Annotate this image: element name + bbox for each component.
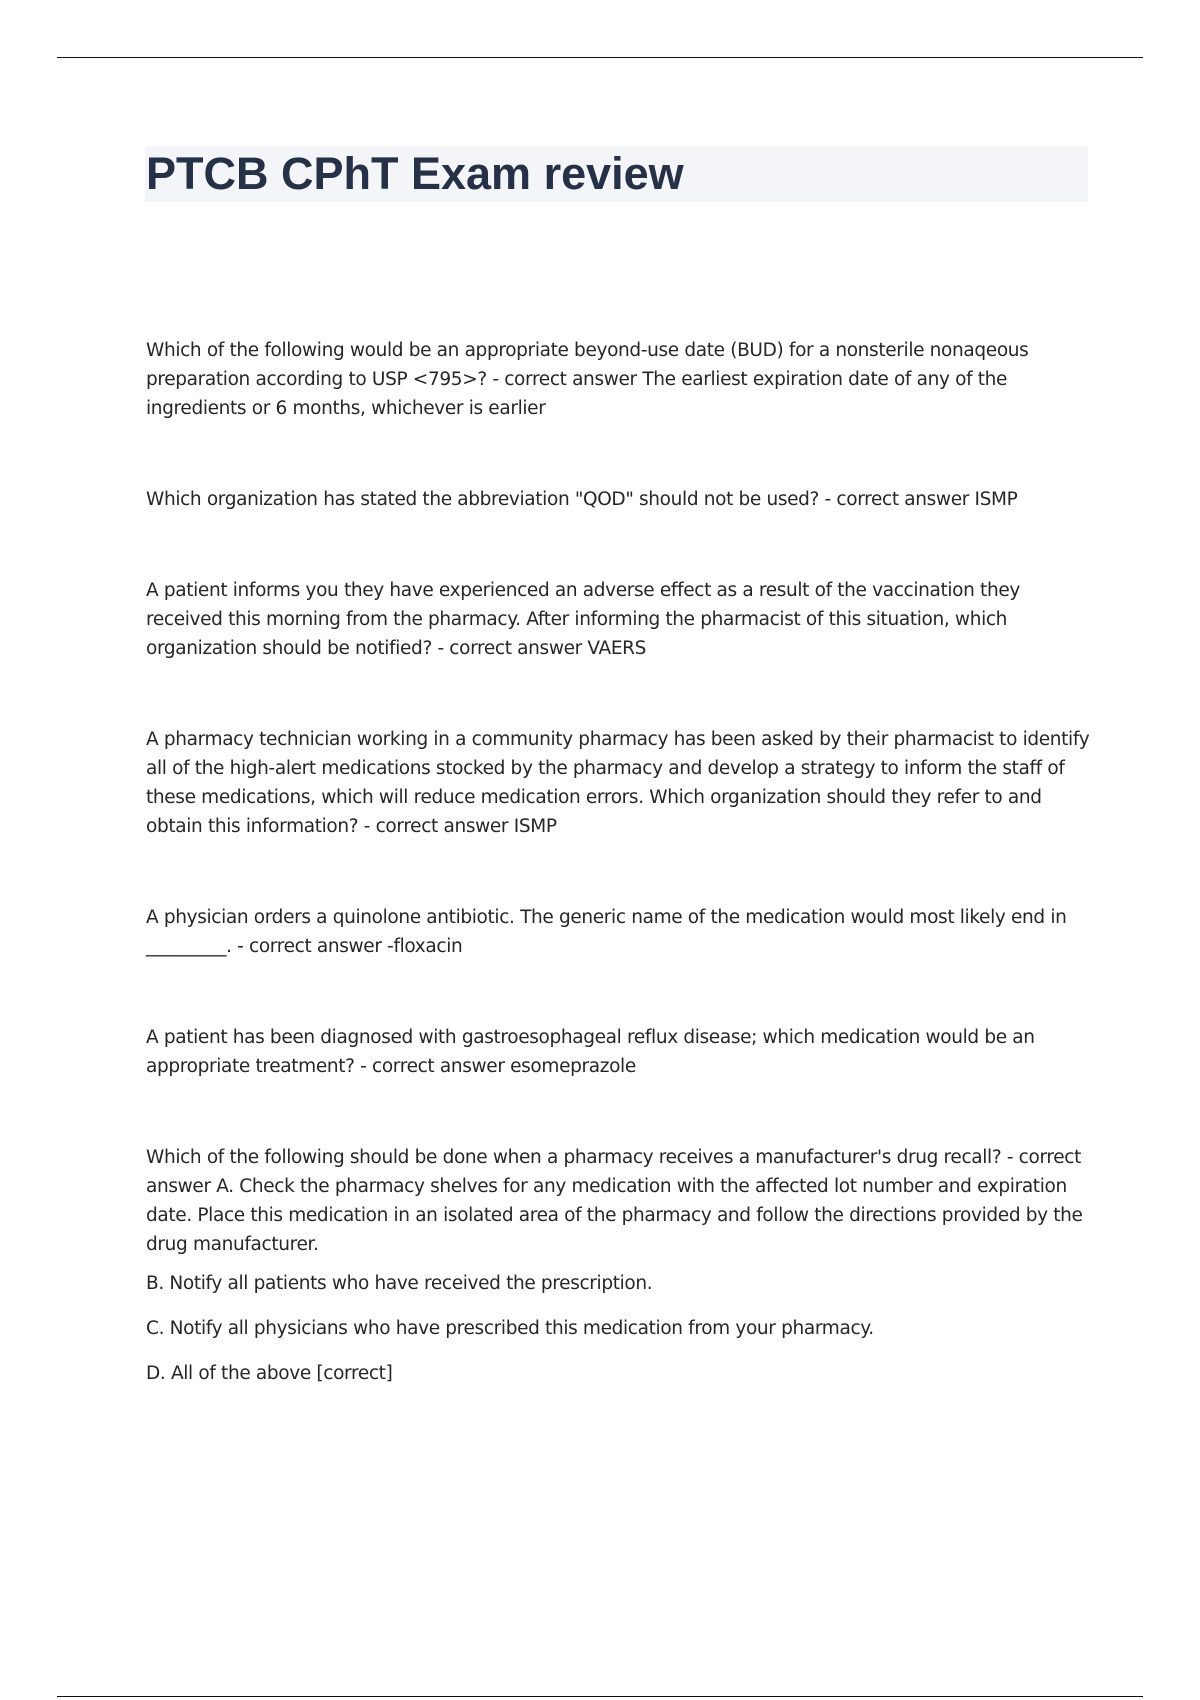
question-answer-4: A pharmacy technician working in a community pharmacy has been asked by their pharmacist to identify all of the high-alert medications stocked by the pharmacy and develop a strategy to inform the staff of these medications, which will reduce medication errors. Which organization should they refer to and obtain this information? - correct answer ISMP <box>146 729 1090 837</box>
document-body <box>146 336 1096 1404</box>
question-answer-6: A patient has been diagnosed with gastroesophageal reflux disease; which medication would be an appropriate treatment? - correct answer esomeprazole <box>146 1027 1035 1077</box>
answer-option-d: D. All of the above [correct] <box>146 1363 393 1384</box>
question-answer-7: Which of the following should be done when a pharmacy receives a manufacturer's drug recall? - correct answer A. Check the pharmacy shelves for any medication with the affected lot number and expiration date. Place this medication in an isolated area of the pharmacy and follow the directions provided by the drug manufacturer. <box>146 1147 1083 1255</box>
question-answer-1: Which of the following would be an appropriate beyond-use date (BUD) for a nonsterile nonaqeous preparation according to USP <795>? - correct answer The earliest expiration date of any of the ingredients or 6 months, whichever is earlier <box>146 340 1029 419</box>
question-answer-2: Which organization has stated the abbreviation "QOD" should not be used? - correct answer ISMP <box>146 489 1018 510</box>
question-answer-5: A physician orders a quinolone antibiotic. The generic name of the medication would most likely end in _________. - correct answer -floxacin <box>146 907 1067 957</box>
question-answer-3: A patient informs you they have experienced an adverse effect as a result of the vaccination they received this morning from the pharmacy. After informing the pharmacist of this situation, which organization should be notified? - correct answer VAERS <box>146 580 1020 659</box>
answer-option-b: B. Notify all patients who have received the prescription. <box>146 1273 653 1294</box>
bottom-divider <box>57 1696 1143 1697</box>
document-title: PTCB CPhT Exam review <box>146 148 684 199</box>
top-divider <box>57 57 1143 58</box>
answer-option-c: C. Notify all physicians who have prescribed this medication from your pharmacy. <box>146 1318 874 1339</box>
